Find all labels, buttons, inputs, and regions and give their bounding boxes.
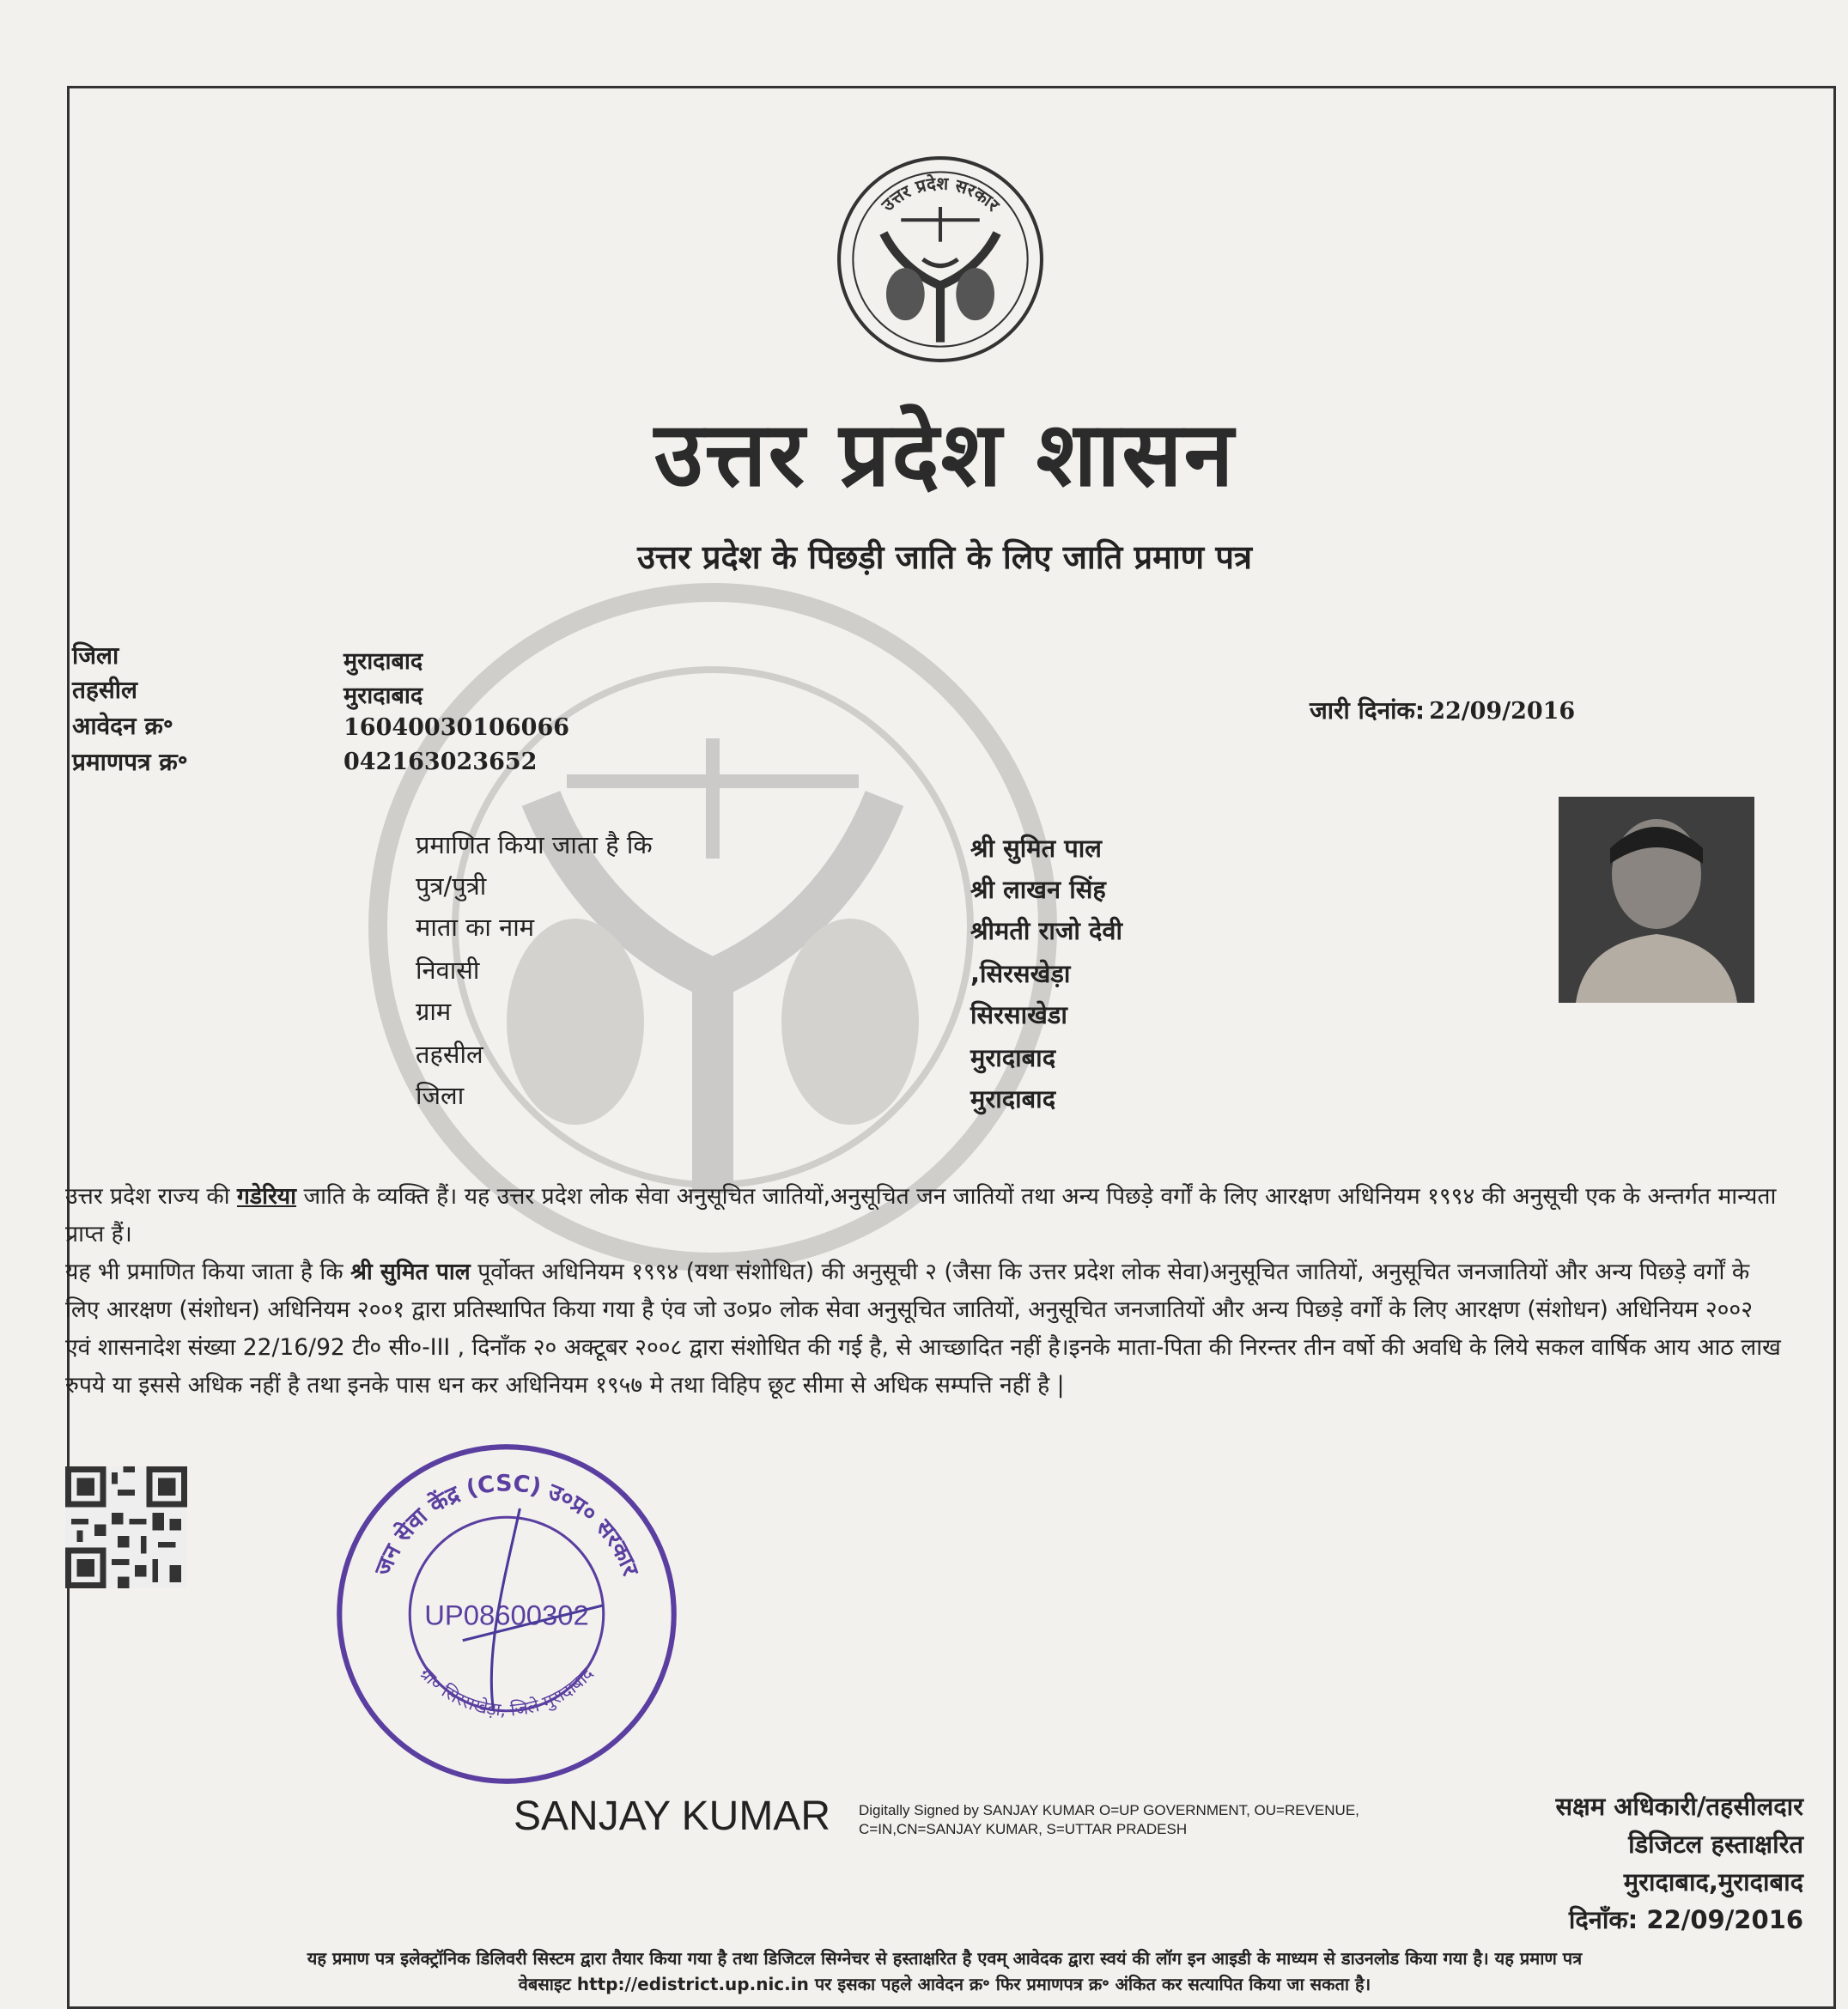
application-number-value: 16040030106066 bbox=[343, 714, 570, 741]
qr-code-icon bbox=[65, 1466, 187, 1588]
applicant-photo bbox=[1559, 797, 1754, 1003]
certify-value-3: श्रीमती राजो देवी bbox=[970, 916, 1123, 945]
certify-label-1: प्रमाणित किया जाता है कि bbox=[416, 830, 653, 859]
certify-label-7: जिला bbox=[416, 1081, 465, 1110]
issue-date bbox=[1310, 694, 1575, 726]
certify-value-2: श्री लाखन सिंह bbox=[970, 875, 1106, 904]
issuing-authority: सक्षम अधिकारी/तहसीलदार डिजिटल हस्ताक्षरित मुरादाबाद,मुरादाबाद दिनाँक: 22/09/2016 bbox=[1460, 1787, 1803, 1939]
up-government-emblem bbox=[836, 155, 1045, 364]
certificate-subtitle: उत्तर प्रदेश के पिछड़ी जाति के लिए जाति प्रमाण पत्र bbox=[637, 538, 1252, 576]
person-silhouette-icon bbox=[1559, 797, 1754, 1003]
csc-stamp bbox=[331, 1438, 683, 1790]
certify-label-2: पुत्र/पुत्री bbox=[416, 871, 487, 901]
certify-label-4: निवासी bbox=[416, 956, 480, 985]
certify-label-6: तहसील bbox=[416, 1040, 483, 1069]
tehsil-label: तहसील bbox=[72, 676, 137, 704]
signature-date: दिनाँक: 22/09/2016 bbox=[1568, 1905, 1803, 1934]
certify-value-5: सिरसाखेडा bbox=[970, 1000, 1067, 1029]
verification-link[interactable]: http://edistrict.up.nic.in bbox=[576, 1974, 809, 1994]
svg-text:जन सेवा केंद्र (CSC) उ०प्र० सर: जन सेवा केंद्र (CSC) उ०प्र० सरकार bbox=[369, 1470, 644, 1580]
svg-text:उत्तर प्रदेश सरकार: उत्तर प्रदेश सरकार bbox=[877, 173, 1004, 215]
body-paragraph-1: उत्तर प्रदेश राज्य की गडेरिया जाति के व्यक्ति हैं। यह उत्तर प्रदेश लोक सेवा अनुसूचित जातियों,अनुसूचित जन जातियों तथा अन्य पिछड़े वर्गों के लिए आरक्षण अधिनियम १९९४ की अनुसूची एक के अन्तर्गत मान्यता प्राप्त हैं। bbox=[65, 1183, 1777, 1247]
certify-value-4: ,सिरसखेड़ा bbox=[970, 959, 1071, 988]
page-title: उत्तर प्रदेश शासन bbox=[653, 401, 1236, 507]
certify-value-6: मुरादाबाद bbox=[970, 1043, 1056, 1072]
issue-date-value: 22/09/2016 bbox=[1429, 698, 1576, 725]
body-paragraph-2: यह भी प्रमाणित किया जाता है कि श्री सुमित पाल पूर्वोक्त अधिनियम १९९४ (यथा संशोधित) की अनुसूची २ (जैसा कि उत्तर प्रदेश लोक सेवा)अनुसूचित जातियों, अनुसूचित जनजातियों और अन्य पिछड़े वर्गों के लिए आरक्षण (संशोधन) अधिनियम २००१ द्वारा प्रतिस्थापित किया गया है एंव जो उ०प्र० लोक सेवा अनुसूचित जातियों, अनुसूचित जनजातियों और अन्य पिछड़े वर्गों के लिए आरक्षण (संशोधन) अधिनियम २००२ एवं शासनादेश संख्या 22/16/92 टी० सी०-III , दिनाँक २० अक्टूबर २००८ द्वारा संशोधित की गई है, से आच्छादित नहीं है।इनके माता-पिता की निरन्तर तीन वर्षो की अवधि के लिये सकल वार्षिक आय आठ लाख रुपये या इससे अधिक नहीं है तथा इनके पास धन कर अधिनियम १९५७ मे तथा विहिप छूट सीमा से अधिक सम्पत्ति नहीं है | bbox=[65, 1259, 1781, 1399]
certify-label-3: माता का नाम bbox=[416, 913, 535, 942]
issue-date-label: जारी दिनांक: bbox=[1310, 696, 1426, 725]
tehsil-value: मुरादाबाद bbox=[343, 683, 423, 709]
certify-label-5: ग्राम bbox=[416, 997, 452, 1026]
certify-value-7: मुरादाबाद bbox=[970, 1084, 1056, 1114]
certificate-number-value: 042163023652 bbox=[343, 749, 538, 775]
applicant-name: श्री सुमित पाल bbox=[350, 1259, 471, 1285]
verification-footer: यह प्रमाण पत्र इलेक्ट्रॉनिक डिलिवरी सिस्टम द्वारा तैयार किया गया है तथा डिजिटल सिग्नेचर से हस्ताक्षरित है एवम् आवेदक द्वारा स्वयं की लॉग इन आइडी के माध्यम से डाउनलोड किया गया है। यह प्रमाण पत्र वेबसाइट http://edistrict.up.nic.in पर इसका पहले आवेदन क्र॰ फिर प्रमाणपत्र क्र॰ अंकित कर सत्यापित किया जा सकता है। bbox=[307, 1948, 1583, 1994]
certify-value-1: श्री सुमित पाल bbox=[970, 834, 1102, 863]
digital-signature-info: Digitally Signed by SANJAY KUMAR O=UP GOVERNMENT, OU=REVENUE, C=IN,CN=SANJAY KUMAR, S=UTTAR PRADESH bbox=[859, 1802, 1359, 1837]
application-number-label: आवेदन क्र॰ bbox=[72, 712, 173, 740]
svg-text:ग्रा० सिरसखेड़ा, जिले मुरादाबा: ग्रा० सिरसखेड़ा, जिले मुरादाबाद bbox=[416, 1663, 598, 1721]
certificate-body bbox=[65, 1178, 1783, 1405]
certificate-number-label: प्रमाणपत्र क्र॰ bbox=[72, 748, 188, 776]
signer-name: SANJAY KUMAR bbox=[514, 1794, 830, 1839]
caste-name: गडेरिया bbox=[236, 1183, 297, 1210]
district-label: जिला bbox=[72, 641, 119, 670]
stamp-code: UP08600302 bbox=[424, 1599, 589, 1631]
district-value: मुरादाबाद bbox=[343, 648, 423, 675]
